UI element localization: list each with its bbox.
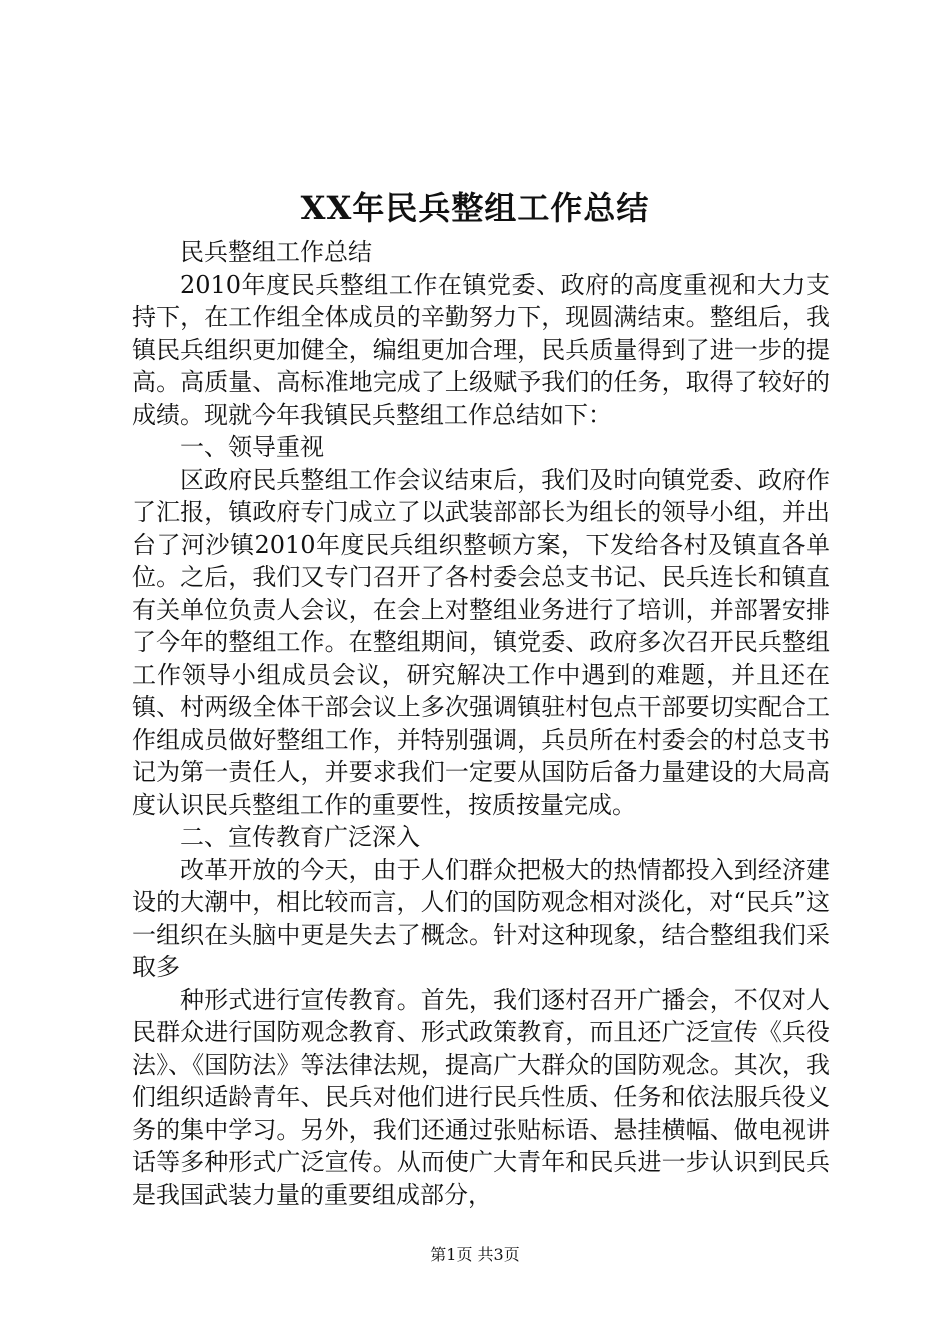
section-1-paragraph: 区政府民兵整组工作会议结束后，我们及时向镇党委、政府作了汇报，镇政府专门成立了以武装部部长为组长的领导小组，并出台了河沙镇2010年度民兵组织整顿方案，下发给各村及镇直各单位。之后，我们又专门召开了各村委会总支书记、民兵连长和镇直有关单位负责人会议，在会上对整组业务进行了培训，并部署安排了今年的整组工作。在整组期间，镇党委、政府多次召开民兵整组工作领导小组成员会议，研究解决工作中遇到的难题，并且还在镇、村两级全体干部会议上多次强调镇驻村包点干部要切实配合工作组成员做好整组工作，并特别强调，兵员所在村委会的村总支书记为第一责任人，并要求我们一定要从国防后备力量建设的大局高度认识民兵整组工作的重要性，按质按量完成。 (132, 465, 830, 819)
page-footer: 第1页 共3页 (430, 1245, 520, 1264)
document-title: XX年民兵整组工作总结 (300, 189, 650, 227)
subtitle-paragraph: 民兵整组工作总结 (180, 238, 372, 266)
intro-paragraph: 2010年度民兵整组工作在镇党委、政府的高度重视和大力支持下，在工作组全体成员的辛勤努力下，现圆满结束。整组后，我镇民兵组织更加健全，编组更加合理，民兵质量得到了进一步的提高。高质量、高标准地完成了上级赋予我们的任务，取得了较好的成绩。现就今年我镇民兵整组工作总结如下： (132, 270, 830, 429)
section-2-paragraph-2: 种形式进行宣传教育。首先，我们逐村召开广播会，不仅对人民群众进行国防观念教育、形式政策教育，而且还广泛宣传《兵役法》、《国防法》等法律法规，提高广大群众的国防观念。其次，我们组织适龄青年、民兵对他们进行民兵性质、任务和依法服兵役义务的集中学习。另外，我们还通过张贴标语、悬挂横幅、做电视讲话等多种形式广泛宣传。从而使广大青年和民兵进一步认识到民兵是我国武装力量的重要组成部分， (132, 985, 830, 1209)
document-body (132, 236, 830, 1211)
section-2-paragraph-1: 改革开放的今天，由于人们群众把极大的热情都投入到经济建设的大潮中，相比较而言，人们的国防观念相对淡化，对“民兵”这一组织在头脑中更是失去了概念。针对这种现象，结合整组我们采取多 (132, 855, 830, 981)
section-heading-2: 二、宣传教育广泛深入 (180, 823, 420, 851)
section-heading-1: 一、领导重视 (180, 433, 324, 461)
